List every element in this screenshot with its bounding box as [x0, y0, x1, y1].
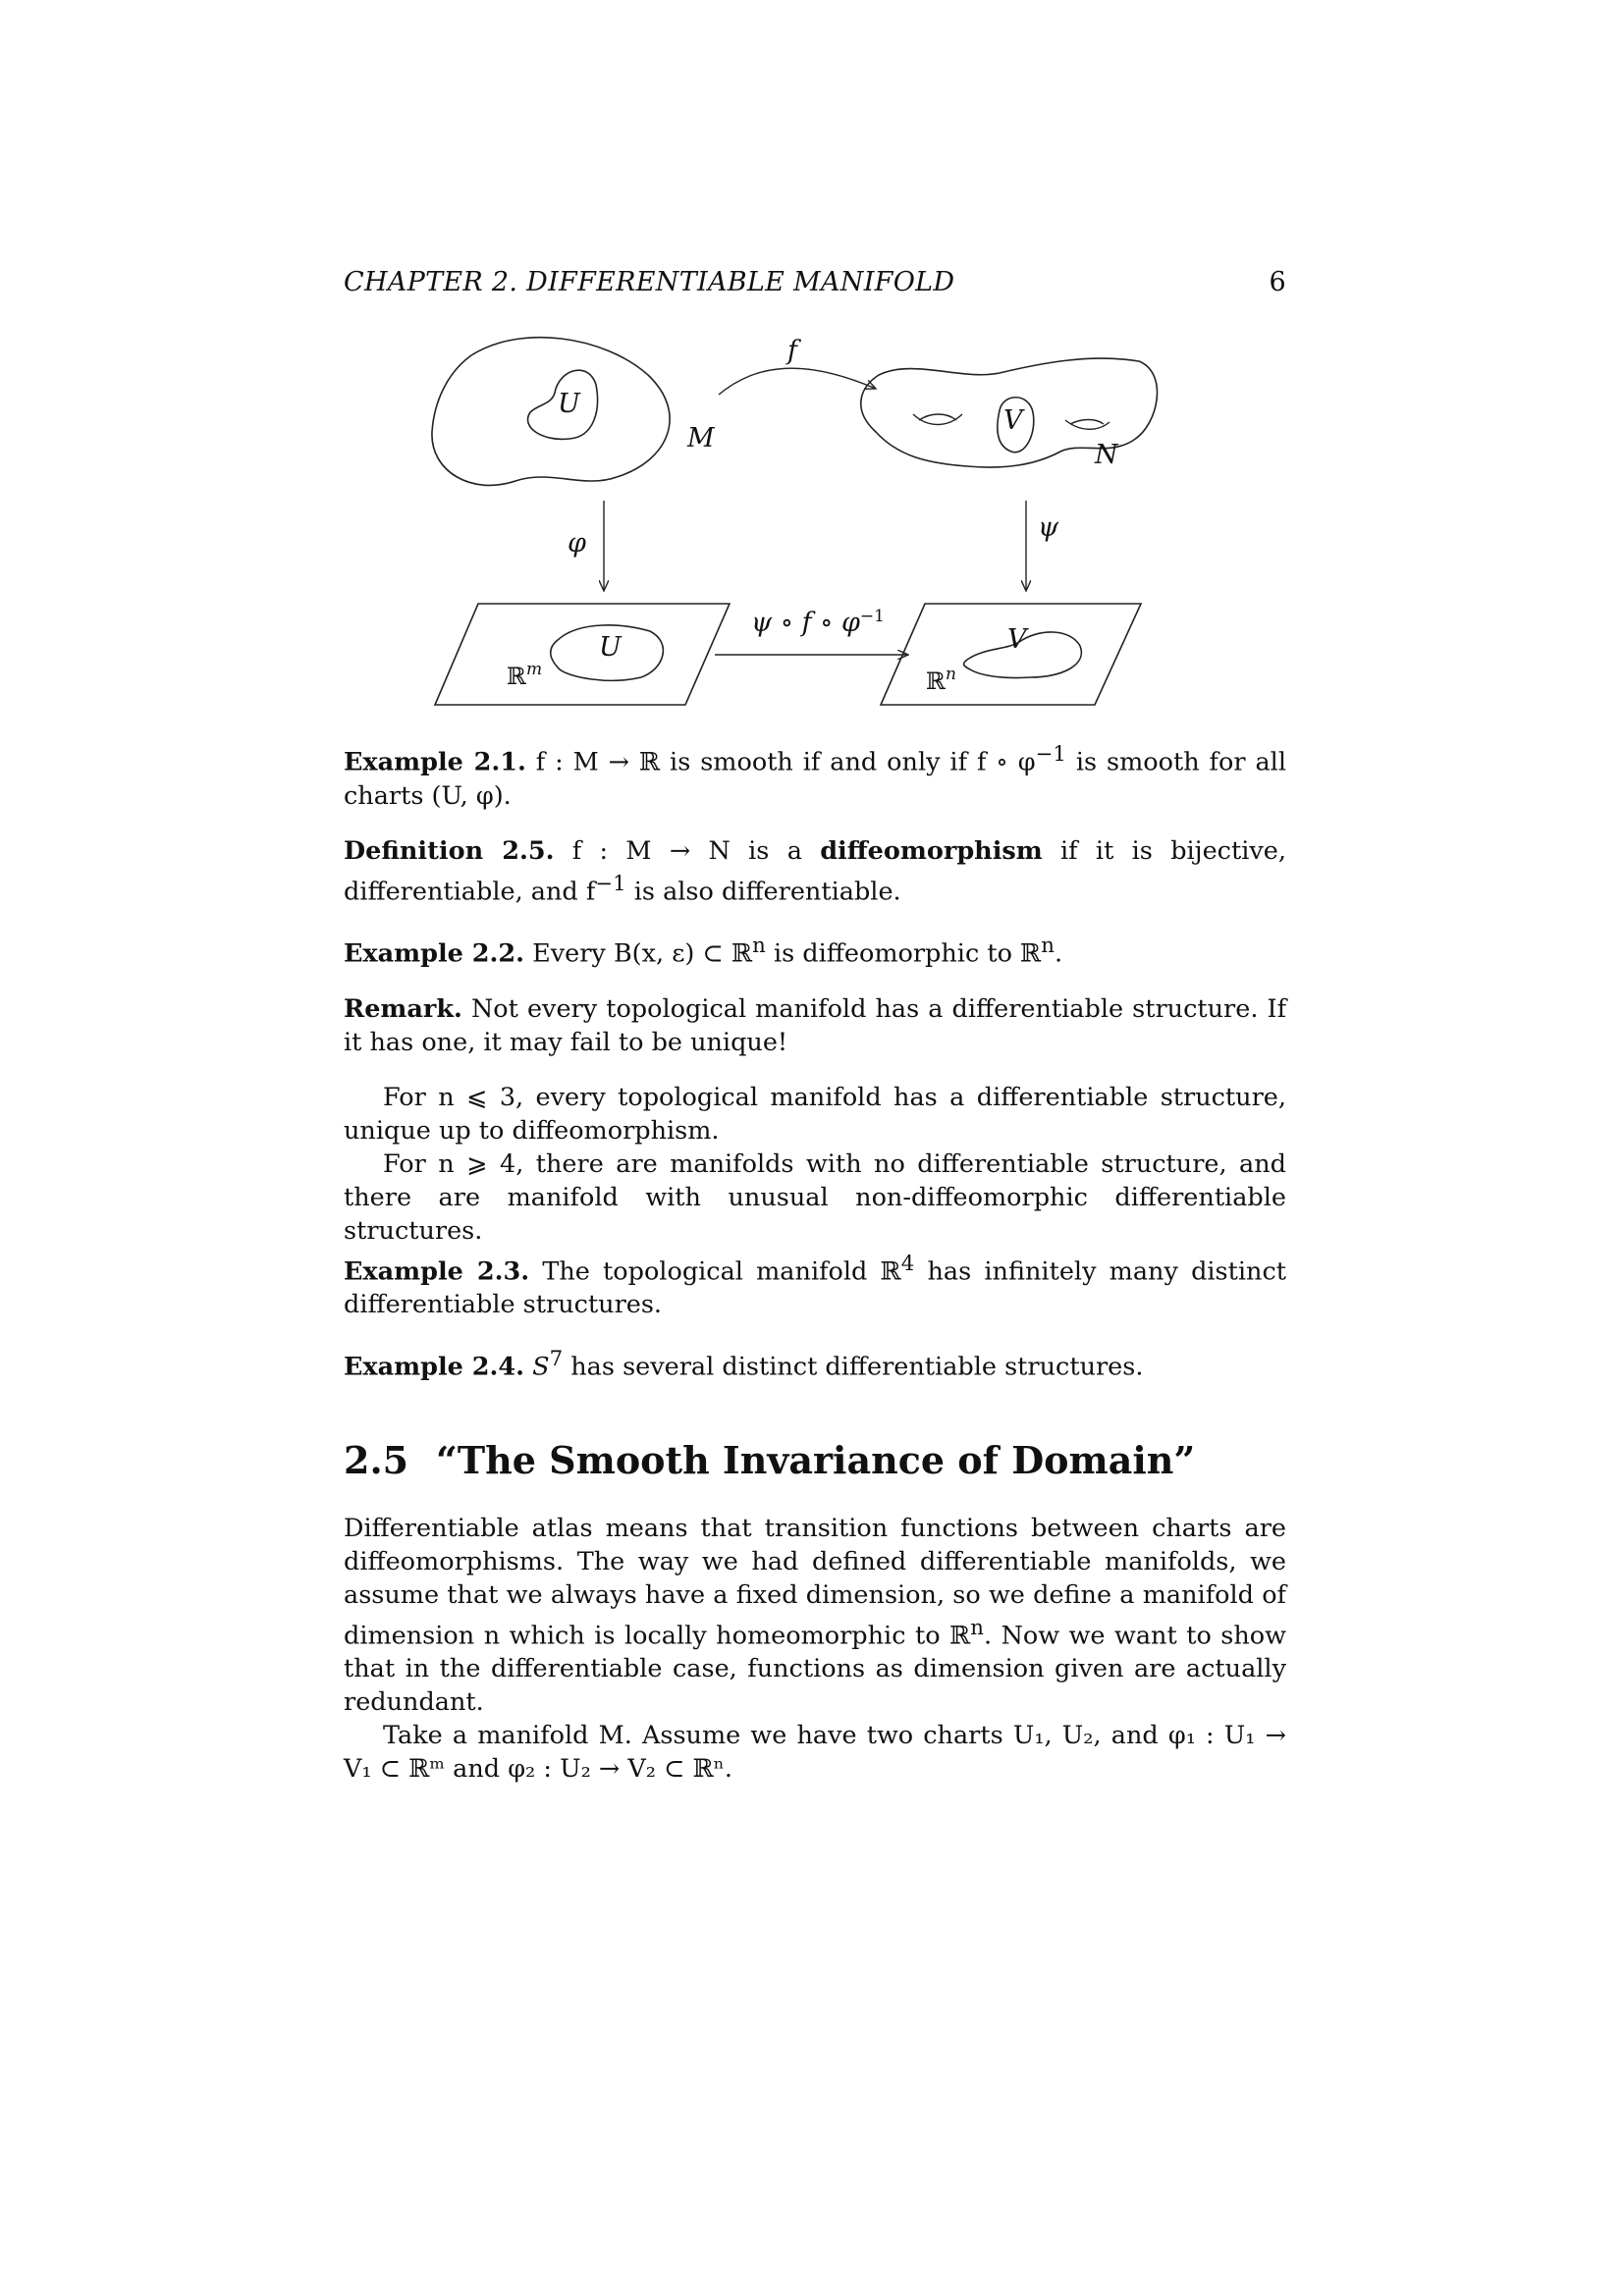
superscript: −1 — [595, 871, 626, 896]
paragraph-text: . Now we want to show that in the differentiable case, functions as dimension given are actually redundant. — [344, 1621, 1286, 1717]
definition-label: Definition 2.5. — [344, 835, 555, 866]
page-number: 6 — [1269, 267, 1286, 297]
definition-text: if it is bijective, differentiable, and f — [344, 835, 1286, 906]
paragraph-n-ge-4: For n ⩾ 4, there are manifolds with no differentiable structure, and there are manifold with unusual non-diffeomorphic differentiable structures. — [344, 1148, 1286, 1246]
label-V: V — [1003, 405, 1023, 436]
example-text: has infinitely many distinct differentiable structures. — [344, 1256, 1286, 1319]
section-title: “The Smooth Invariance of Domain” — [436, 1437, 1196, 1482]
running-header — [344, 267, 1286, 297]
definition-text: is also differentiable. — [625, 877, 901, 906]
manifold-chart-diagram — [432, 334, 1178, 726]
label-N: N — [1095, 440, 1118, 470]
example-label: Example 2.4. — [344, 1352, 525, 1382]
example-text: f : M → ℝ is smooth if and only if f ∘ φ — [535, 747, 1036, 777]
superscript: −1 — [1035, 742, 1066, 767]
superscript: 4 — [900, 1251, 915, 1276]
label-plane-U: U — [599, 632, 622, 663]
example-text: Every B(x, ε) ⊂ ℝ — [532, 938, 753, 969]
example-text: The topological manifold ℝ — [542, 1256, 901, 1286]
label-phi: φ — [568, 528, 586, 559]
label-plane-V: V — [1007, 624, 1027, 655]
map-f-arrow — [719, 368, 876, 395]
label-f: f — [787, 336, 797, 366]
label-Rm: ℝ$^m$ — [507, 660, 543, 690]
example-2-4 — [344, 1343, 1286, 1384]
superscript: 7 — [549, 1347, 564, 1371]
hole-right-lower — [1065, 420, 1110, 429]
paragraph-take-manifold: Take a manifold M. Assume we have two charts U₁, U₂, and φ₁ : U₁ → V₁ ⊂ ℝᵐ and φ₂ : U₂ → V₂ ⊂ ℝⁿ. — [344, 1721, 1286, 1784]
example-label: Example 2.1. — [344, 747, 526, 777]
hole-left-upper — [919, 414, 956, 420]
superscript: n — [970, 1615, 984, 1640]
example-2-2 — [344, 930, 1286, 971]
example-text: is smooth for all charts (U, φ). — [344, 747, 1286, 811]
paragraph-atlas — [344, 1512, 1286, 1720]
section-number: 2.5 — [344, 1437, 409, 1482]
body-text — [344, 738, 1286, 1786]
chapter-title: CHAPTER 2. DIFFERENTIABLE MANIFOLD — [344, 267, 955, 297]
remark-label: Remark. — [344, 993, 462, 1024]
defined-term: diffeomorphism — [820, 835, 1043, 866]
example-label: Example 2.2. — [344, 938, 525, 969]
definition-text: f : M → N is a — [571, 835, 821, 866]
label-transition: ψ ∘ f ∘ $\varphi^{-1}$ — [751, 607, 885, 638]
superscript: n — [752, 934, 766, 958]
label-Rn: ℝ$^n$ — [926, 665, 956, 695]
example-label: Example 2.3. — [344, 1256, 530, 1286]
remark-text: Not every topological manifold has a differentiable structure. If it has one, it may fail to be unique! — [344, 993, 1287, 1057]
manifold-M-shape — [432, 338, 670, 486]
label-U: U — [558, 389, 580, 419]
example-text: has several distinct differentiable structures. — [563, 1352, 1144, 1382]
label-psi: ψ — [1038, 512, 1059, 543]
remark — [344, 992, 1286, 1059]
example-text: is diffeomorphic to ℝ — [765, 938, 1042, 969]
example-text: . — [1054, 938, 1063, 969]
label-M: M — [687, 423, 715, 454]
example-2-3 — [344, 1248, 1286, 1322]
section-heading — [344, 1439, 1286, 1482]
diagram-canvas — [432, 334, 1178, 726]
plane-Rm — [435, 604, 730, 705]
paragraph-text: Differentiable atlas means that transition functions between charts are diffeomorphisms. The way we had defined differentiable manifolds, we assume that we always have a fixed dimension, so we define a manifold of dimension n which is locally homeomorphic to ℝ — [344, 1513, 1286, 1650]
definition-2-5 — [344, 834, 1286, 909]
superscript: n — [1041, 934, 1055, 958]
example-2-1 — [344, 738, 1286, 813]
hole-right-upper — [1070, 420, 1104, 425]
example-text: S — [532, 1352, 550, 1382]
paragraph-n-le-3: For n ⩽ 3, every topological manifold has a differentiable structure, unique up to diffeomorphism. — [344, 1082, 1286, 1146]
